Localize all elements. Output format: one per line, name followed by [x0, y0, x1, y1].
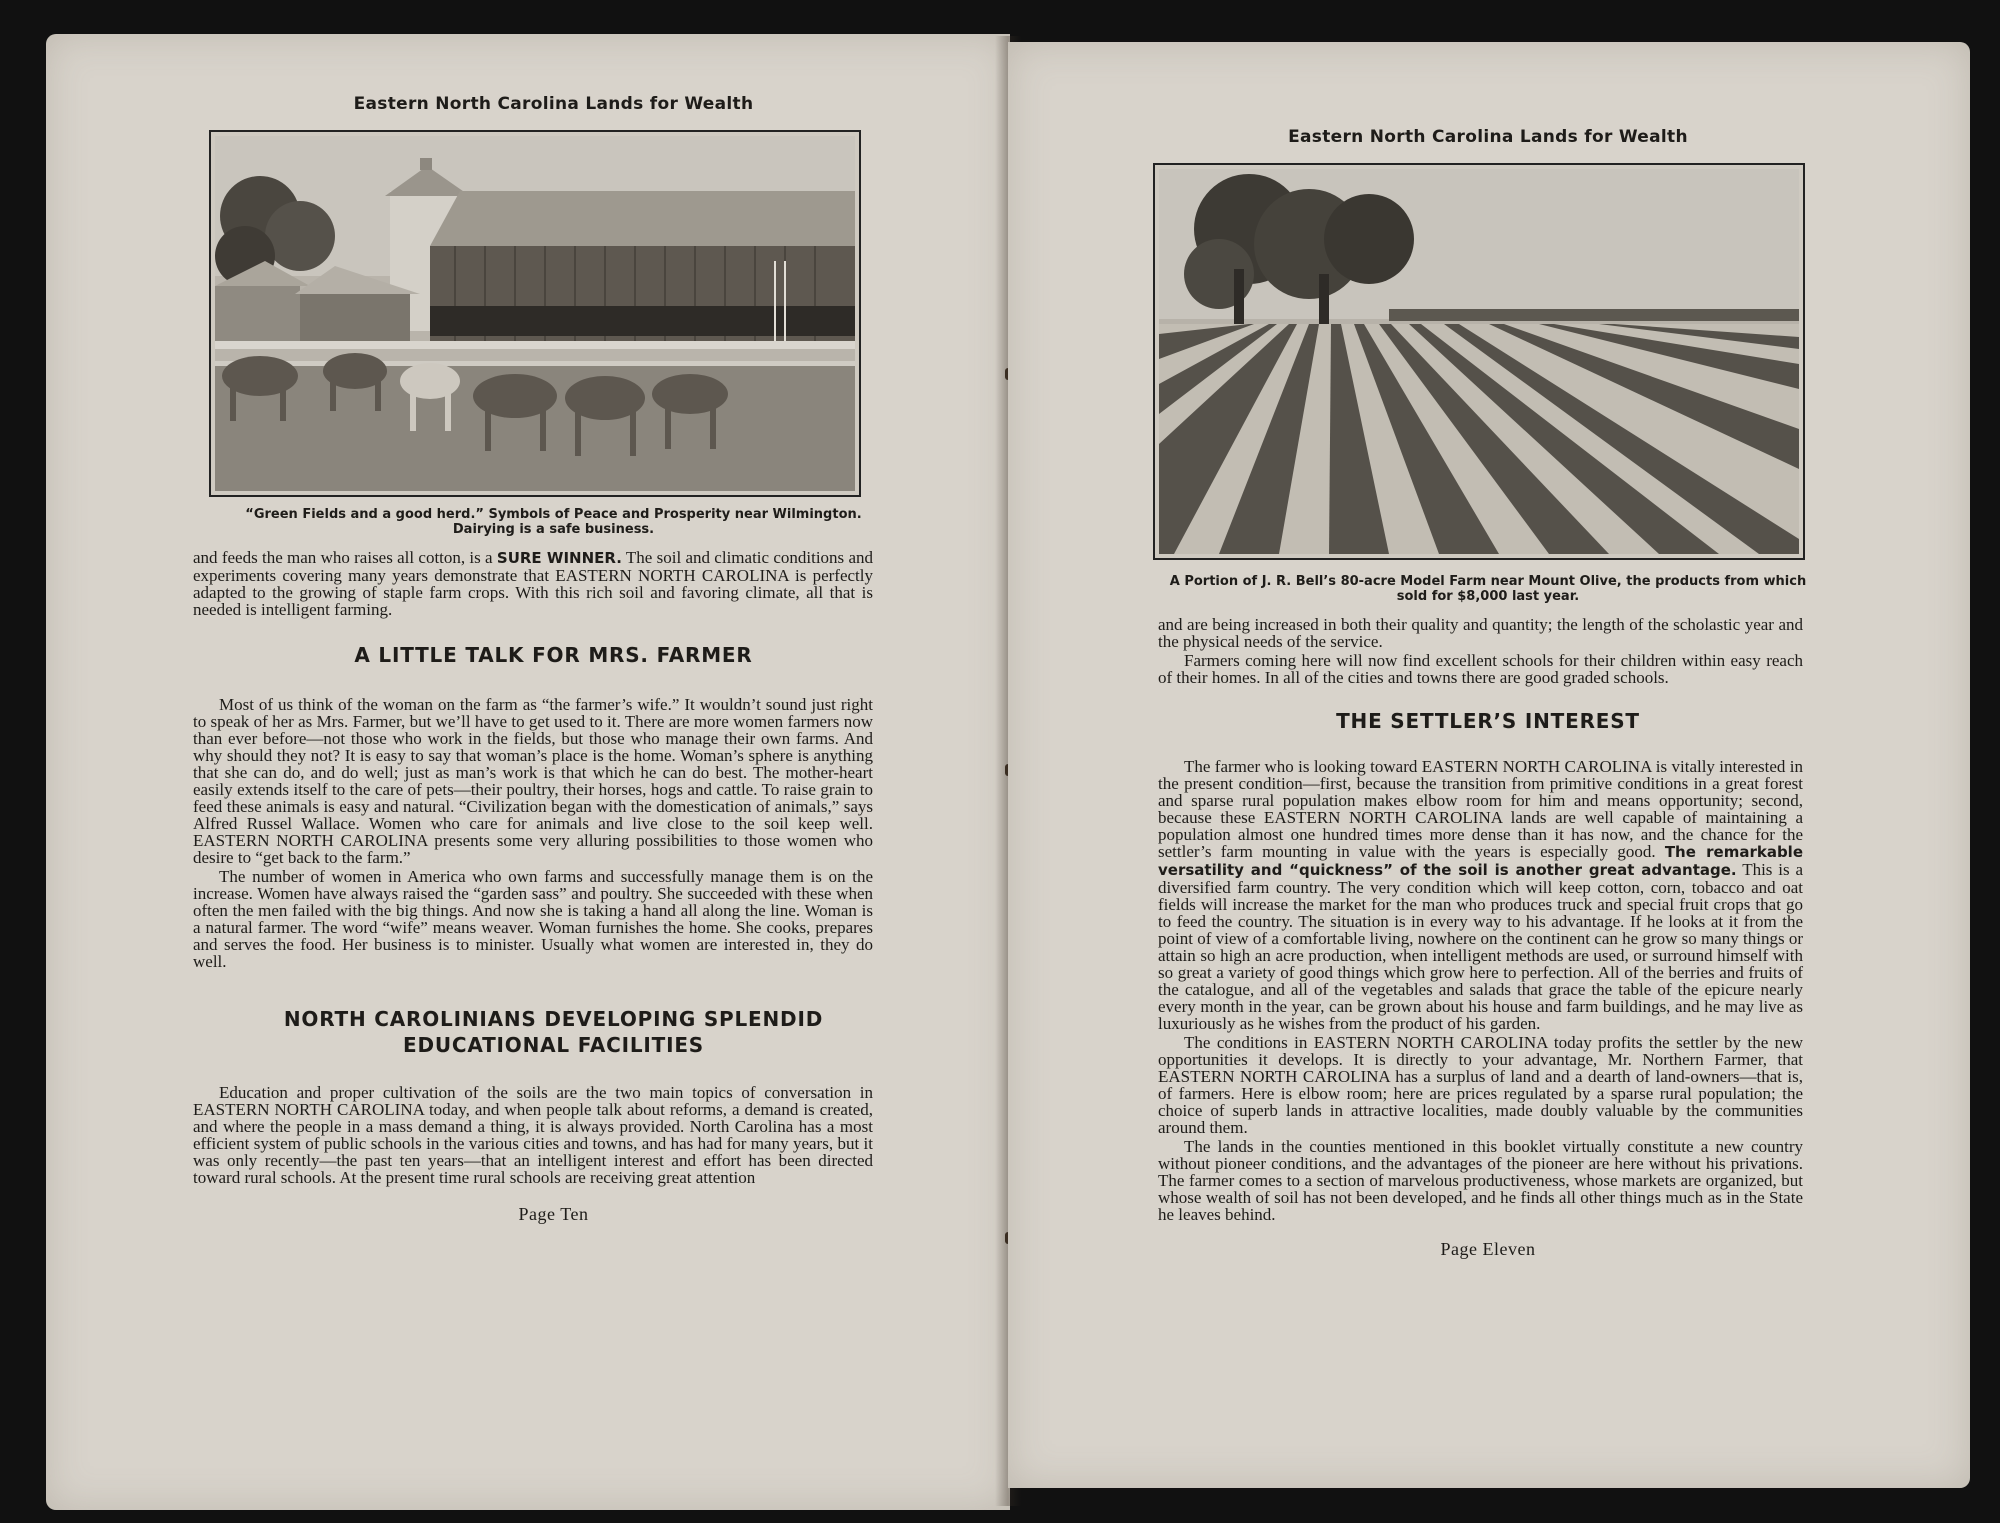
- body-paragraph: Education and proper cultivation of the soils are the two main topics of conversation in EASTERN NORTH CAROLINA today, and when people talk about reforms, a demand is created, and where the people in a mass demand a thing, it is always provided. North Carolina has a most efficient system of public schools in the various cities and towns, and has had for many years, but it was only recently—the past ten years—that an intelligent interest and effort has been directed toward rural schools. At the present time rural schools are receiving great attention: [193, 1083, 873, 1187]
- barn-herd-illustration: [215, 136, 855, 491]
- caption-line: A Portion of J. R. Bell’s 80-acre Model Farm near Mount Olive, the products from which: [1169, 574, 1807, 589]
- photo-crop-field: [1153, 163, 1805, 560]
- body-emphasis: The remarkable versatility and “quickness” of the soil is another great advantage.: [1158, 843, 1803, 879]
- left-page-content: [193, 94, 906, 1225]
- right-page: [1008, 42, 1970, 1488]
- crop-field-illustration: [1159, 169, 1799, 554]
- section-title-education: [201, 1006, 906, 1058]
- running-head-left: Eastern North Carolina Lands for Wealth: [353, 94, 754, 114]
- section-title-line: NORTH CAROLINIANS DEVELOPING SPLENDID: [283, 1007, 824, 1031]
- body-paragraph: The lands in the counties mentioned in this booklet virtually constitute a new country without pioneer conditions, and the advantages of the pioneer are here without his privations. The farmer comes to a section of marvelous productiveness, whose markets are organized, but whose wealth of soil has not been developed, and he finds all other things much as in the State he leaves behind.: [1158, 1137, 1803, 1224]
- section-title-mrs-farmer: A LITTLE TALK FOR MRS. FARMER: [354, 643, 753, 667]
- intro-text: and feeds the man who raises all cotton, is a: [193, 548, 493, 567]
- photo-caption-left: [201, 507, 906, 537]
- body-paragraph: The conditions in EASTERN NORTH CAROLINA today profits the settler by the new opportunities it develops. It is directly to your advantage, Mr. Northern Farmer, that EASTERN NORTH CAROLINA has a surplus of land and a dearth of land-owners—that is, of farmers. Here is elbow room; here are prices regulated by a sparse rural population; the choice of superb lands in attractive localities, made doubly valuable by the communities around them.: [1158, 1033, 1803, 1137]
- section-title-line: EDUCATIONAL FACILITIES: [402, 1033, 705, 1057]
- intro-paragraph: [193, 549, 873, 618]
- right-page-content: [1158, 127, 1818, 1260]
- photo-caption-right: [1158, 574, 1818, 604]
- photo-barn-herd: [209, 130, 861, 497]
- body-paragraph: Most of us think of the woman on the farm as “the farmer’s wife.” It wouldn’t sound just right to speak of her as Mrs. Farmer, but we’ll have to get used to it. There are more women farmers now than ever before—not those who work in the fields, but those who manage their own farms. And why should they not? It is easy to say that woman’s place is the home. Woman’s sphere is anything that she can do, and do well; just as man’s work is that which he can do best. The mother-heart easily extends itself to the care of pets—their poultry, their horses, hogs and cattle. To raise grain to feed these animals is easy and natural. “Civilization began with the domestication of animals,” says Alfred Russel Wallace. Women who care for animals and live close to the soil keep well. EASTERN NORTH CAROLINA presents some very alluring possibilities to those women who desire to “get back to the farm.”: [193, 695, 873, 867]
- caption-line: sold for $8,000 last year.: [1396, 589, 1580, 604]
- intro-emphasis: SURE WINNER.: [496, 549, 622, 567]
- left-page: [46, 34, 1010, 1510]
- body-paragraph: and are being increased in both their quality and quantity; the length of the scholastic year and the physical needs of the service.: [1158, 615, 1803, 651]
- body-paragraph: The number of women in America who own farms and successfully manage them is on the increase. Women have always raised the “garden sass” and poultry. She succeeded with these when often the men failed with the big things. And now she is taking a hand all along the line. Woman is a natural farmer. The word “wife” means weaver. Woman furnishes the home. She cooks, prepares and serves the food. Her business is to minister. Usually what women are interested in, they do well.: [193, 867, 873, 971]
- body-text: This is a diversified farm country. The very condition which will keep cotton, corn, tobacco and oat fields will increase the market for the man who produces truck and special fruit crops that go to feed the country. The situation is in every way to his advantage. If he looks at it from the point of view of a comfortable living, nowhere on the continent can he grow so many things or attain so high an acre production, when intelligent methods are used, or surround himself with so great a variety of good things which grow here to perfection. All of the berries and fruits of the catalogue, and all of the vegetables and salads that grace the table of the epicure nearly every month in the year, can be grown about his house and farm buildings, and he may live as luxuriously as he wishes from the product of his garden.: [1158, 860, 1803, 1033]
- section-title-settler: THE SETTLER’S INTEREST: [1336, 709, 1640, 733]
- body-paragraph: Farmers coming here will now find excellent schools for their children within easy reach of their homes. In all of the cities and towns there are good graded schools.: [1158, 651, 1803, 687]
- intro-text: The soil and climatic conditions and experiments covering many years demonstrate that EASTERN NORTH CAROLINA is perfectly adapted to the growing of staple farm crops. With this rich soil and favoring climate, all that is needed is intelligent farming.: [193, 548, 873, 619]
- page-number-right: Page Eleven: [1440, 1239, 1536, 1259]
- running-head-right: Eastern North Carolina Lands for Wealth: [1288, 127, 1688, 147]
- body-paragraph: [1158, 758, 1803, 1032]
- body-text: The farmer who is looking toward EASTERN NORTH CAROLINA is vitally interested in the present condition—first, because the transition from primitive conditions in a great forest and sparse rural population makes elbow room for him and means opportunity; second, because these EASTERN NORTH CAROLINA lands are well capable of maintaining a population almost one hundred times more dense than it has now, and the chance for the settler’s farm mounting in value with the years is especially good.: [1158, 757, 1803, 861]
- caption-line: “Green Fields and a good herd.” Symbols of Peace and Prosperity near Wilmington.: [245, 507, 862, 522]
- caption-line: Dairying is a safe business.: [452, 522, 655, 537]
- page-number-left: Page Ten: [518, 1204, 589, 1224]
